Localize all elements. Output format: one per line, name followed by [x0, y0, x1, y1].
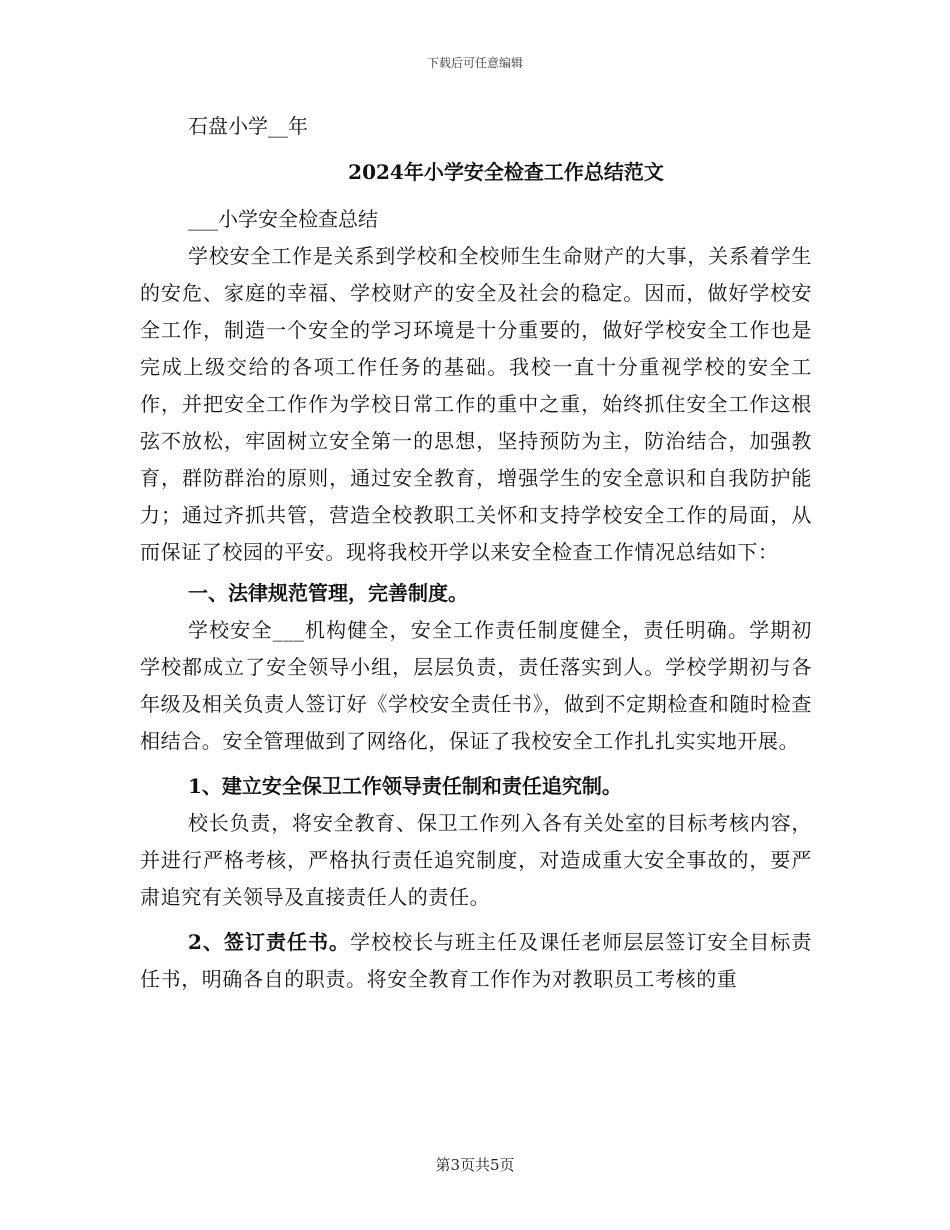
document-title: 2024年小学安全检查工作总结范文 [348, 160, 664, 184]
header-note: 下载后可任意编辑 [426, 56, 523, 70]
previous-section-end: 石盘小学__年 [188, 114, 308, 138]
document-subtitle: ___小学安全检查总结 [188, 207, 378, 231]
document-body [140, 108, 812, 998]
page-number: 第3页共5页 [435, 1156, 515, 1174]
section-1-paragraph: 学校安全___机构健全，安全工作责任制度健全，责任明确。学期初学校都成立了安全领导小组，层层负责，责任落实到人。学校学期初与各年级及相关负责人签订好《学校安全责任书》，做到不定期检查和随时检查相结合。安全管理做到了网络化，保证了我校安全工作扎扎实实地开展。 [140, 618, 812, 753]
item-1-heading: 1、建立安全保卫工作领导责任制和责任追究制。 [188, 774, 622, 798]
section-1-heading: 一、法律规范管理，完善制度。 [188, 581, 468, 605]
item-2-body: 学校校长与班主任及课任老师层层签订安全目标责任书，明确各自的职责。将安全教育工作作为对教职员工考核的重 [140, 930, 813, 991]
item-2-paragraph [140, 924, 812, 998]
intro-paragraph: 学校安全工作是关系到学校和全校师生生命财产的大事，关系着学生的安危、家庭的幸福、学校财产的安全及社会的稳定。因而，做好学校安全工作，制造一个安全的学习环境是十分重要的，做好学校安全工作也是完成上级交给的各项工作任务的基础。我校一直十分重视学校的安全工作，并把安全工作作为学校日常工作的重中之重，始终抓住安全工作这根弦不放松，牢固树立安全第一的思想，坚持预防为主，防治结合，加强教育，群防群治的原则，通过安全教育，增强学生的安全意识和自我防护能力；通过齐抓共管，营造全校教职工关怀和支持学校安全工作的局面，从而保证了校园的平安。现将我校开学以来安全检查工作情况总结如下： [140, 244, 812, 564]
item-2-lead: 2、签订责任书。 [188, 930, 351, 954]
item-1-paragraph: 校长负责，将安全教育、保卫工作列入各有关处室的目标考核内容，并进行严格考核，严格执行责任追究制度，对造成重大安全事故的，要严肃追究有关领导及直接责任人的责任。 [140, 811, 812, 909]
